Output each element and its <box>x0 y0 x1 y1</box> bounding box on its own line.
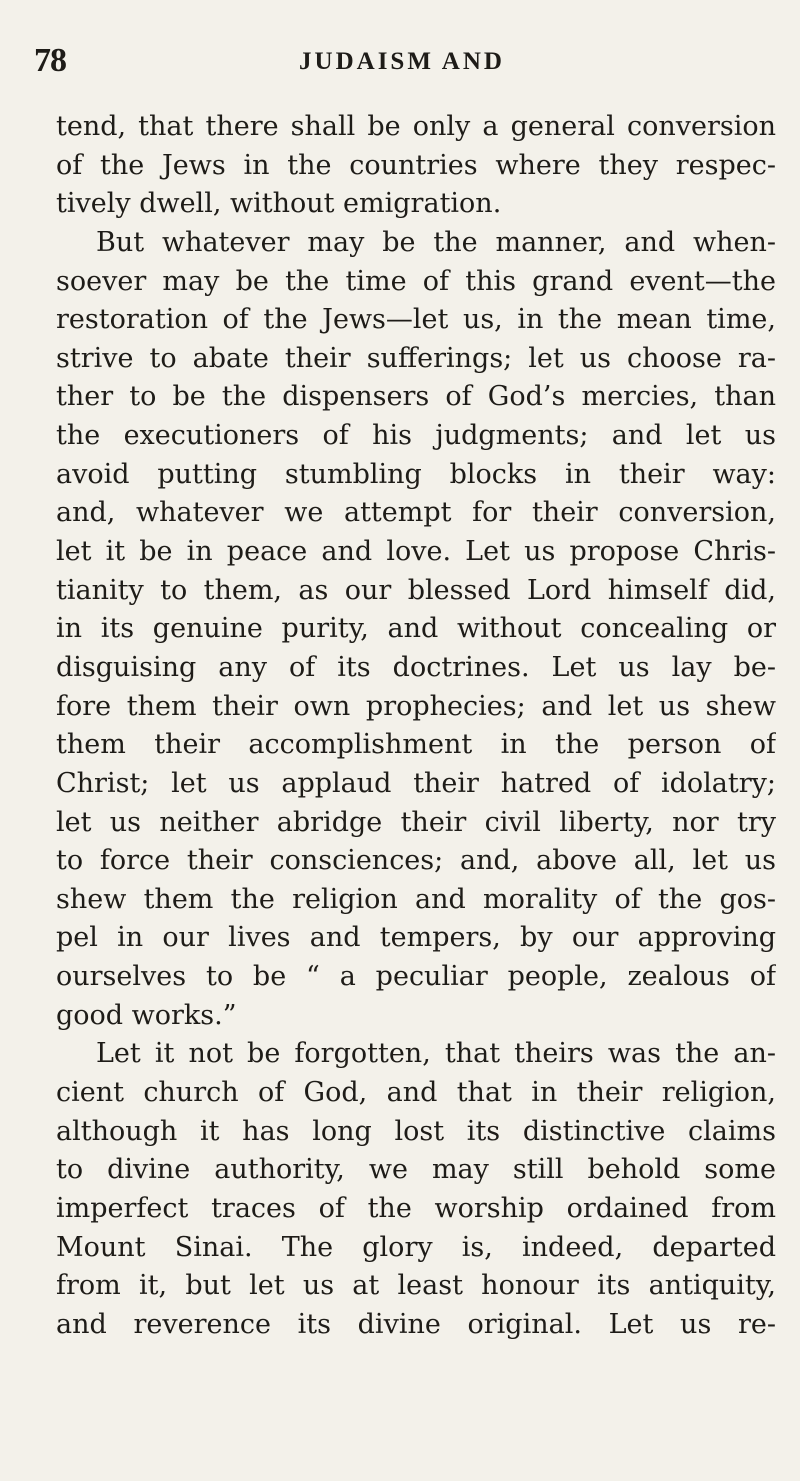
text-line: Let it not be forgotten, that theirs was the an- <box>96 1038 776 1070</box>
text-line: Mount Sinai. The glory is, indeed, departed <box>56 1231 776 1263</box>
text-line: from it, but let us at least honour its antiquity, <box>56 1270 776 1302</box>
running-head <box>34 42 770 82</box>
running-head-title: JUDAISM AND <box>299 48 505 75</box>
text-line: disguising any of its doctrines. Let us lay be- <box>56 651 776 683</box>
body-text <box>56 108 776 1345</box>
text-line: and, whatever we attempt for their conversion, <box>56 497 776 529</box>
text-line: imperfect traces of the worship ordained from <box>56 1192 776 1224</box>
page-number: 78 <box>34 42 66 79</box>
text-line: to force their consciences; and, above all, let us <box>56 845 776 877</box>
text-line: in its genuine purity, and without concealing or <box>56 613 776 645</box>
text-line: ther to be the dispensers of God’s mercies, than <box>56 381 776 413</box>
text-line: strive to abate their sufferings; let us choose ra- <box>56 342 776 374</box>
text-line: let us neither abridge their civil liberty, nor try <box>56 806 776 838</box>
text-line: ourselves to be “ a peculiar people, zealous of <box>56 961 776 993</box>
text-line: tend, that there shall be only a general conversion <box>56 111 776 142</box>
text-line: shew them the religion and morality of the gos- <box>56 883 776 915</box>
text-line: and reverence its divine original. Let us re- <box>56 1308 776 1340</box>
text-line: fore them their own prophecies; and let us shew <box>56 690 776 722</box>
text-line: tianity to them, as our blessed Lord himself did, <box>56 574 776 606</box>
text-line: cient church of God, and that in their religion, <box>56 1077 776 1109</box>
text-line: them their accomplishment in the person of <box>56 729 776 761</box>
text-line: Christ; let us applaud their hatred of idolatry; <box>56 767 776 799</box>
text-line: restoration of the Jews—let us, in the mean time, <box>56 304 776 336</box>
text-line: tively dwell, without emigration. <box>56 188 502 220</box>
text-line: soever may be the time of this grand event—the <box>56 265 776 297</box>
text-line: pel in our lives and tempers, by our approving <box>56 922 776 954</box>
text-line: of the Jews in the countries where they respec- <box>56 149 776 181</box>
text-line: But whatever may be the manner, and when- <box>96 226 776 258</box>
text-line: although it has long lost its distinctive claims <box>56 1115 776 1147</box>
text-line: avoid putting stumbling blocks in their way: <box>56 458 776 490</box>
text-line: to divine authority, we may still behold some <box>56 1154 776 1186</box>
text-line: let it be in peace and love. Let us propose Chris- <box>56 536 776 568</box>
text-line: good works.” <box>56 999 237 1031</box>
text-line: the executioners of his judgments; and let us <box>56 420 776 452</box>
